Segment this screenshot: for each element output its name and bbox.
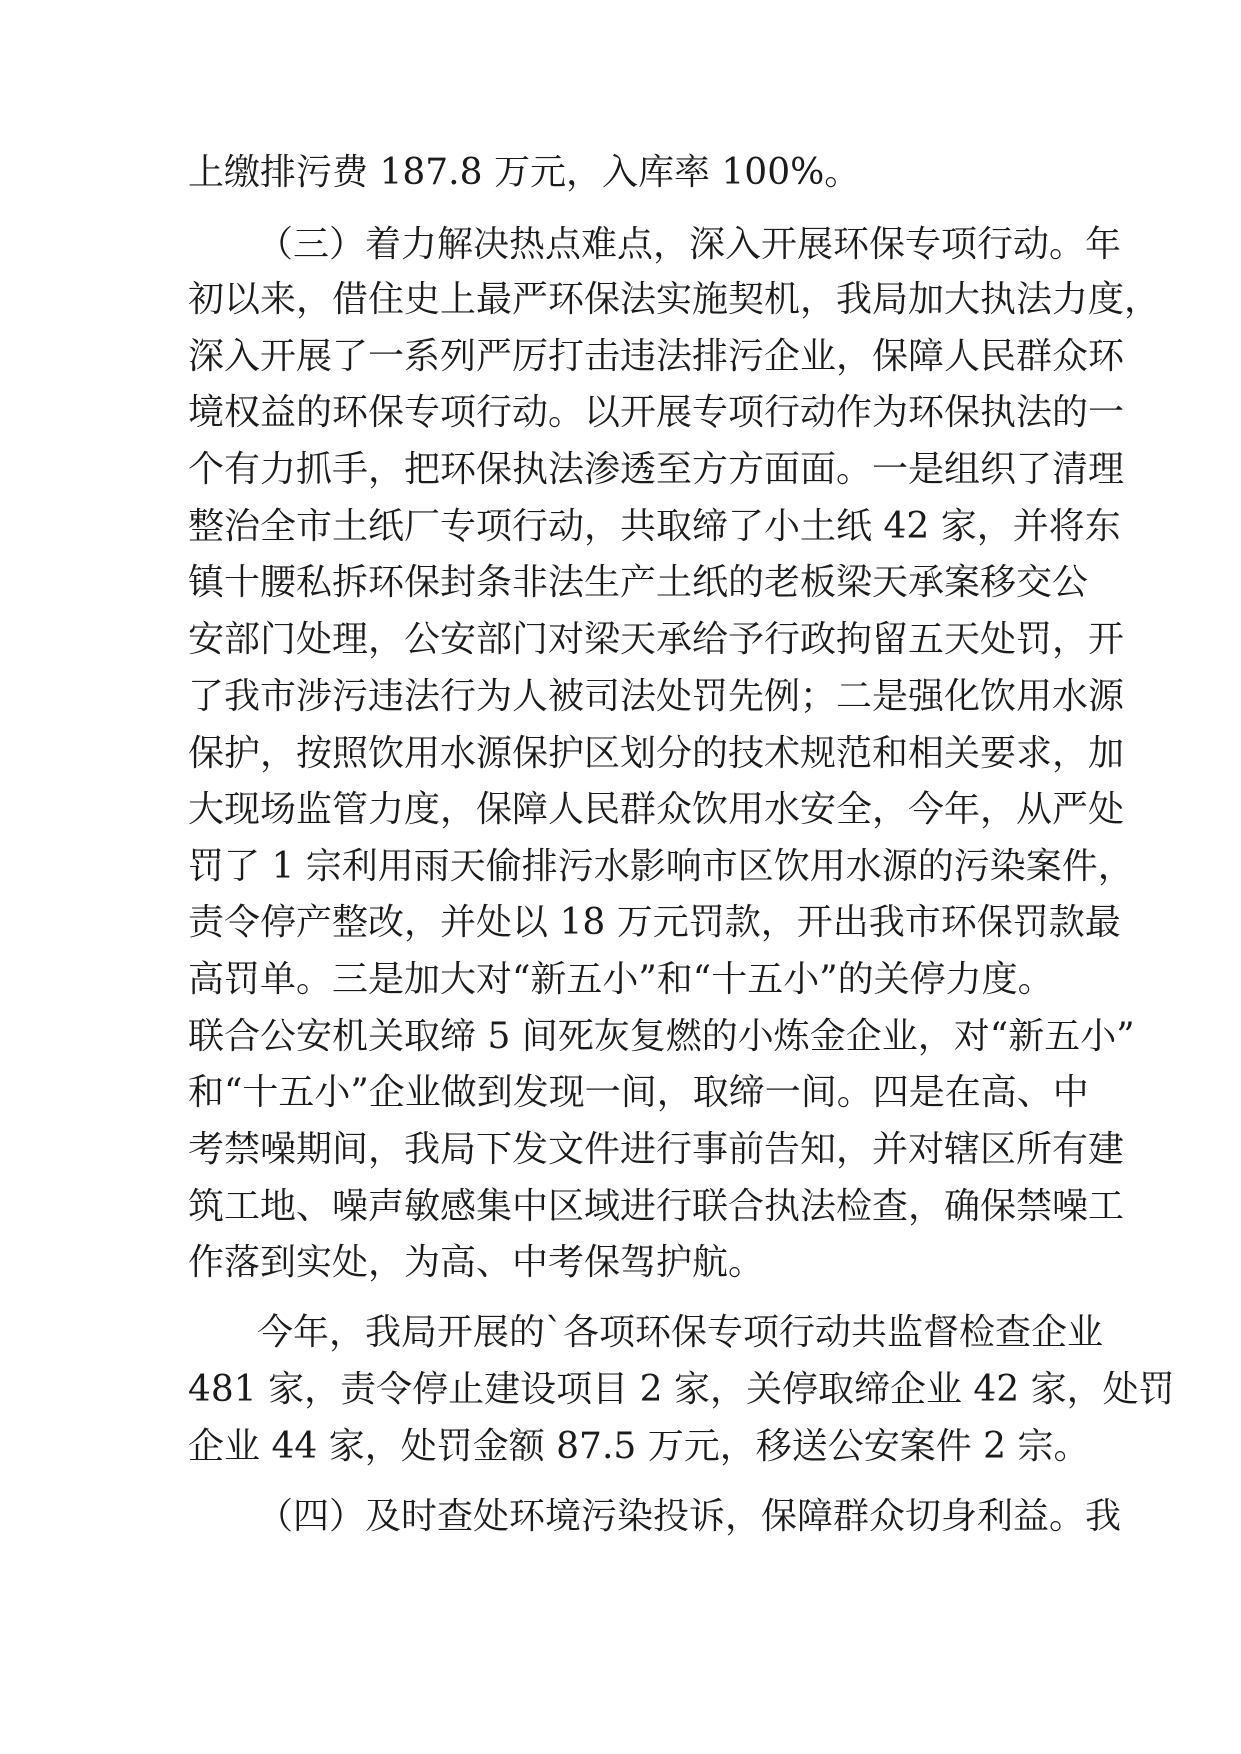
- text-line: 今年，我局开展的`各项环保专项行动共监督检查企业: [257, 1312, 1104, 1353]
- text-line: 和“十五小”企业做到发现一间，取缔一间。四是在高、中: [188, 1072, 1089, 1113]
- text-line: 作落到实处，为高、中考保驾护航。: [188, 1242, 765, 1283]
- text-line: 联合公安机关取缔 5 间死灰复燃的小炼金企业，对“新五小”: [188, 1016, 1135, 1057]
- text-line: 镇十腰私拆环保封条非法生产土纸的老板梁天承案移交公: [188, 562, 1089, 603]
- text-line: 高罚单。三是加大对“新五小”和“十五小”的关停力度。: [188, 959, 1054, 1000]
- text-line: 个有力抓手，把环保执法渗透至方方面面。一是组织了清理: [188, 449, 1125, 490]
- text-line: 深入开展了一系列严厉打击违法排污企业，保障人民群众环: [188, 336, 1125, 377]
- text-line: 整治全市土纸厂专项行动，共取缔了小土纸 42 家，并将东: [188, 506, 1121, 547]
- text-line: 考禁噪期间，我局下发文件进行事前告知，并对辖区所有建: [188, 1129, 1125, 1170]
- text-line: 了我市涉污违法行为人被司法处罚先例；二是强化饮用水源: [188, 676, 1125, 717]
- text-line: 初以来，借住史上最严环保法实施契机，我局加大执法力度，: [188, 279, 1161, 320]
- text-line: 境权益的环保专项行动。以开展专项行动作为环保执法的一: [188, 392, 1125, 433]
- text-line: 筑工地、噪声敏感集中区域进行联合执法检查，确保禁噪工: [188, 1186, 1125, 1227]
- text-line: 责令停产整改，并处以 18 万元罚款，开出我市环保罚款最: [188, 902, 1121, 943]
- text-line: 安部门处理，公安部门对梁天承给予行政拘留五天处罚，开: [188, 619, 1125, 660]
- text-line: 481 家，责令停止建设项目 2 家，关停取缔企业 42 家，处罚: [188, 1369, 1175, 1410]
- text-line: 保护，按照饮用水源保护区划分的技术规范和相关要求，加: [188, 733, 1125, 774]
- text-line: 企业 44 家，处罚金额 87.5 万元，移送公安案件 2 宗。: [188, 1426, 1090, 1467]
- text-line: 罚了 1 宗利用雨天偷排污水影响市区饮用水源的污染案件，: [188, 846, 1134, 887]
- text-line: 大现场监管力度，保障人民群众饮用水安全，今年，从严处: [188, 789, 1125, 830]
- text-line: （四）及时查处环境污染投诉，保障群众切身利益。我: [257, 1496, 1122, 1537]
- text-line: （三）着力解决热点难点，深入开展环保专项行动。年: [257, 224, 1122, 265]
- text-line: 上缴排污费 187.8 万元，入库率 100%。: [188, 152, 861, 193]
